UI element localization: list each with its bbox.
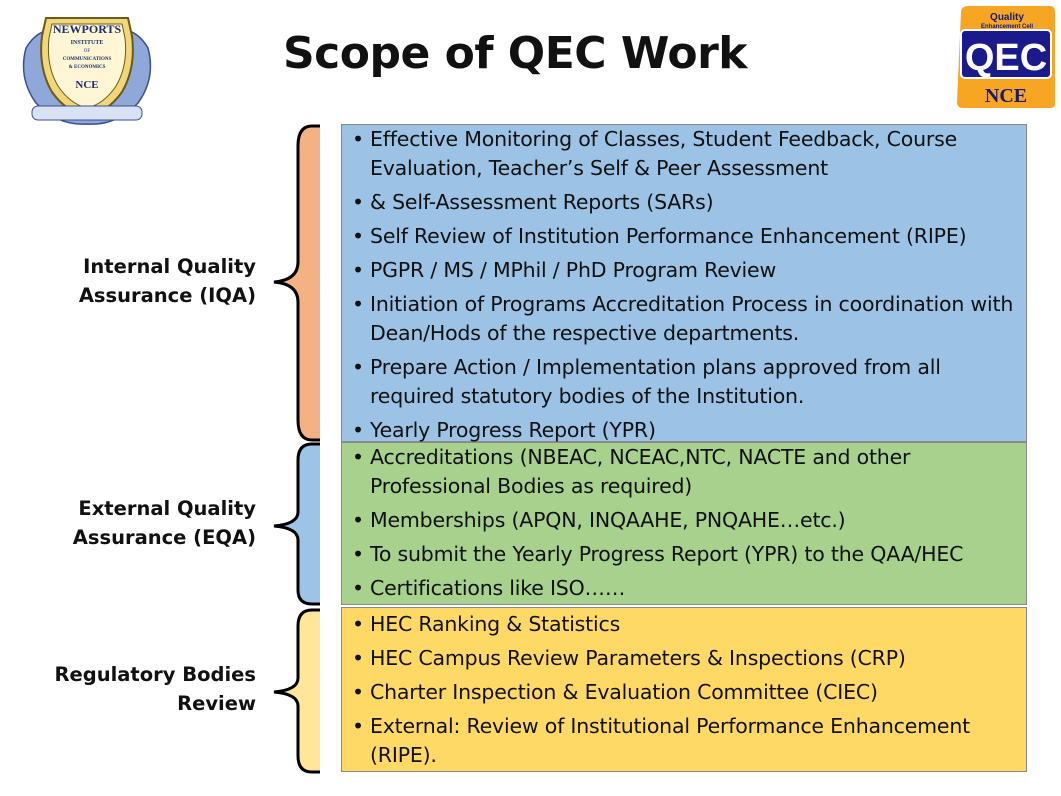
list-item: • Certifications like ISO…… — [352, 574, 1020, 603]
logo-right-main: QEC — [964, 37, 1048, 79]
list-item: • Initiation of Programs Accreditation Process in coordination with Dean/Hods of the respective departments. — [352, 290, 1020, 348]
iqa-label — [6, 252, 256, 310]
list-item: • Effective Monitoring of Classes, Student Feedback, Course Evaluation, Teacher’s Self & Peer Assessment — [352, 125, 1020, 183]
iqa-list — [352, 125, 1020, 445]
iqa-box — [341, 124, 1027, 442]
list-item: • Memberships (APQN, INQAAHE, PNQAHE…etc.) — [352, 506, 1020, 535]
list-item: • Accreditations (NBEAC, NCEAC,NTC, NACTE and other Professional Bodies as required) — [352, 443, 1020, 501]
logo-right-top: Quality — [990, 12, 1024, 23]
list-item: • PGPR / MS / MPhil / PhD Program Review — [352, 256, 1020, 285]
section-brackets — [268, 124, 324, 776]
list-item: • HEC Ranking & Statistics — [352, 610, 1020, 639]
logo-left-line1: NEWPORTS — [52, 22, 122, 36]
page-title: Scope of QEC Work — [282, 28, 748, 79]
rbr-label-line2: Review — [177, 692, 256, 715]
logo-left-line5: & ECONOMICS — [68, 65, 106, 70]
eqa-label-line2: Assurance (EQA) — [72, 526, 256, 549]
list-item: • Yearly Progress Report (YPR) — [352, 416, 1020, 445]
regulatory-box — [341, 607, 1027, 772]
list-item: • External: Review of Institutional Performance Enhancement (RIPE). — [352, 712, 1020, 770]
eqa-list — [352, 443, 1020, 603]
list-item: • & Self-Assessment Reports (SARs) — [352, 188, 1020, 217]
iqa-label-line2: Assurance (IQA) — [78, 284, 256, 307]
logo-left-mark: NCE — [75, 79, 99, 91]
eqa-box — [341, 442, 1027, 605]
logo-left-line4: COMMUNICATIONS — [62, 57, 112, 62]
logo-left-line2: INSTITUTE — [70, 40, 104, 46]
rbr-label — [6, 660, 256, 718]
list-item: • To submit the Yearly Progress Report (YPR) to the QAA/HEC — [352, 540, 1020, 569]
logo-left-line3: OF — [83, 49, 91, 54]
logo-right-mark: NCE — [984, 85, 1028, 107]
eqa-label-line1: External Quality — [78, 497, 256, 520]
qec-logo — [955, 4, 1056, 110]
rbr-label-line1: Regulatory Bodies — [54, 663, 256, 686]
list-item: • Charter Inspection & Evaluation Committee (CIEC) — [352, 678, 1020, 707]
list-item: • Prepare Action / Implementation plans approved from all required statutory bodies of the Institution. — [352, 353, 1020, 411]
iqa-label-line1: Internal Quality — [83, 255, 256, 278]
eqa-label — [6, 494, 256, 552]
list-item: • HEC Campus Review Parameters & Inspections (CRP) — [352, 644, 1020, 673]
list-item: • Self Review of Institution Performance Enhancement (RIPE) — [352, 222, 1020, 251]
regulatory-list — [352, 610, 1020, 770]
logo-right-sub: Enhancement Cell — [980, 24, 1034, 30]
institute-logo — [18, 8, 156, 126]
